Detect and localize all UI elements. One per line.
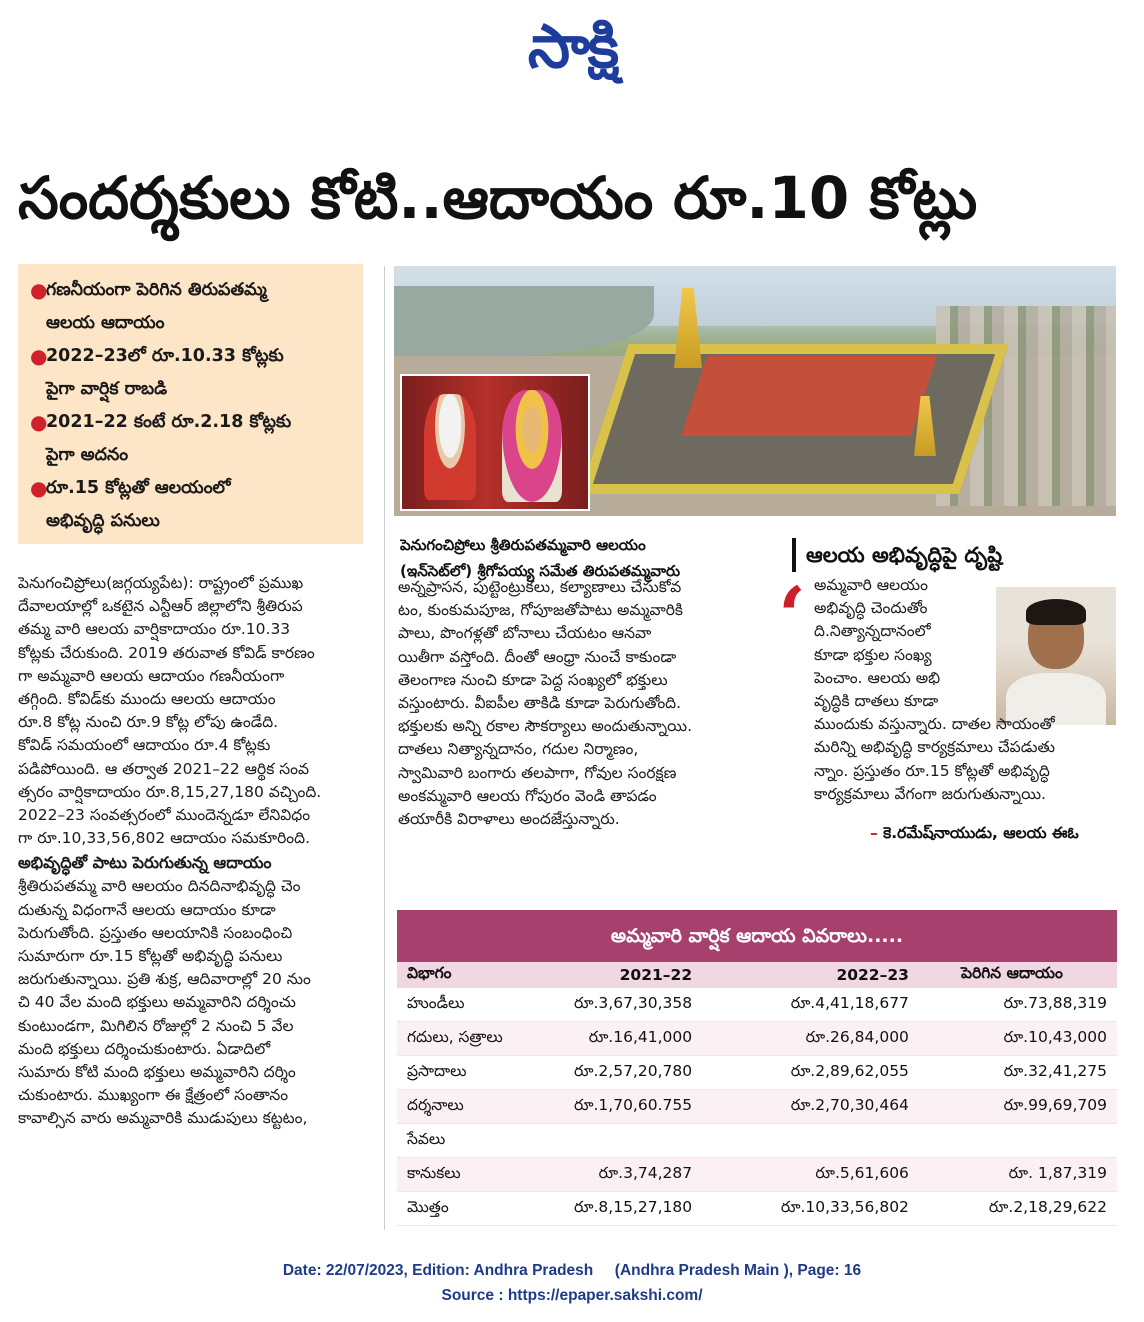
- article-line: చి 40 వేల మంది భక్తులు అమ్మవారిని దర్శించు: [18, 993, 296, 1012]
- quote-line: అభివృద్ధి చెందుతోం: [814, 599, 928, 618]
- article-line: అన్నప్రాసన, పుట్టెంట్రుకలు, కల్యాణాలు చేసుకోవ: [398, 578, 682, 596]
- table-cell: రూ.10,43,000: [917, 1022, 1117, 1056]
- table-header-cell: 2022–23: [700, 962, 917, 988]
- table-cell: రూ.8,15,27,180: [537, 1192, 700, 1226]
- deity-idol: [424, 394, 476, 500]
- table-cell: రూ.3,74,287: [537, 1158, 700, 1192]
- table-cell: రూ.2,89,62,055: [700, 1056, 917, 1090]
- table-cell: రూ.2,18,29,622: [917, 1192, 1117, 1226]
- article-line: తమ్మ వారి ఆలయ వార్షికాదాయం రూ.10.33: [18, 620, 291, 639]
- article-column-2: [398, 576, 771, 831]
- quote-attribution: [870, 824, 1079, 846]
- article-line: రూ.8 కోట్ల నుంచి రూ.9 కోట్ల లోపు ఉండేది.: [18, 713, 279, 732]
- quote-line: అమ్మవారి ఆలయం: [814, 576, 928, 594]
- article-line: తగ్గింది. కోవిడ్‌కు ముందు ఆలయ ఆదాయం: [18, 690, 276, 709]
- table-cell: సేవలు: [397, 1124, 537, 1158]
- highlight-item: [30, 406, 355, 472]
- bullet-icon: ●: [30, 278, 48, 302]
- temple-aerial-photo: [394, 266, 1116, 516]
- table-cell: రూ.1,70,60.755: [537, 1090, 700, 1124]
- article-line: కావాల్సిన వారు అమ్మవారికి ముడుపులు కట్టటం,: [18, 1109, 308, 1128]
- article-line: శ్రీతిరుపతమ్మ వారి ఆలయం దినదినాభివృద్ధి చెం: [18, 877, 301, 896]
- quote-line: కూడా భక్తుల సంఖ్య: [814, 645, 932, 664]
- table-header-cell: విభాగం: [397, 962, 537, 988]
- article-line: దేవాలయాల్లో ఒకటైన ఎన్టీఆర్‌ జిల్లాలోని శ్రీతిరుప: [18, 597, 303, 616]
- article-line: కోట్లకు చేరుకుంది. 2019 తరువాత కోవిడ్‌ కారణం: [18, 643, 315, 662]
- article-line: పెనుగంచిప్రోలు(జగ్గయ్యపేట): రాష్ట్రంలో ప్రముఖ: [18, 574, 304, 592]
- quote-line: పెంచాం. ఆలయ అభి: [814, 668, 941, 687]
- table-cell: [537, 1124, 700, 1158]
- highlight-text: 2021–22 కంటే రూ.2.18 కోట్లకు: [46, 412, 292, 432]
- table-cell: రూ. 1,87,319: [917, 1158, 1117, 1192]
- table-header-row: [397, 962, 1117, 988]
- highlight-text: రూ.15 కోట్లతో ఆలయంలో: [46, 478, 231, 498]
- attribution-dash: –: [870, 824, 878, 842]
- footer-source-link[interactable]: Source : https://epaper.sakshi.com/: [441, 1287, 703, 1304]
- table-cell: మొత్తం: [397, 1192, 537, 1226]
- quote-line: కార్యక్రమాలు వేగంగా జరుగుతున్నాయి.: [814, 784, 1046, 803]
- article-line: దాతలు నిత్యాన్నదానం, గదుల నిర్మాణం,: [398, 740, 639, 759]
- photo-river: [394, 286, 654, 356]
- article-line: పెరుగుతోంది. ప్రస్తుతం ఆలయానికి సంబంధించి: [18, 923, 293, 942]
- article-line: తెలంగాణ నుంచి కూడా పెద్ద సంఖ్యలో భక్తులు: [398, 670, 668, 689]
- highlight-text: 2022–23లో రూ.10.33 కోట్లకు: [46, 346, 284, 366]
- article-line: టం, కుంకుమపూజ, గోపూజతోపాటు అమ్మవారికి: [398, 601, 684, 620]
- table-cell: రూ.2,57,20,780: [537, 1056, 700, 1090]
- caption-line: పెనుగంచిప్రోలు శ్రీతిరుపతమ్మవారి ఆలయం: [400, 536, 646, 554]
- article-line: యితీగా వస్తోంది. దీంతో ఆంధ్రా నుంచే కాకుండా: [398, 647, 677, 666]
- caption-line: (ఇన్‌సెట్‌లో) శ్రీగోపయ్య సమేత తిరుపతమ్మవారు: [400, 562, 681, 580]
- article-line: సుమారు కోటి మంది భక్తులు అమ్మవారిని దర్శిం: [18, 1063, 296, 1082]
- article-line: మంది భక్తులు దర్శించుకుంటారు. ఏడాదిలో: [18, 1039, 271, 1058]
- sidebar-title: ఆలయ అభివృద్ధిపై దృష్టి: [792, 538, 1122, 572]
- column-divider: [384, 266, 385, 1230]
- article-line: గా అమ్మవారి ఆలయ ఆదాయం గణనీయంగా: [18, 666, 285, 685]
- article-line: గా రూ.10,33,56,802 ఆదాయం సమకూరింది.: [18, 829, 310, 848]
- bullet-icon: ●: [30, 476, 48, 500]
- bullet-icon: ●: [30, 410, 48, 434]
- deity-idol: [502, 390, 562, 502]
- table-cell: రూ.3,67,30,358: [537, 988, 700, 1022]
- table-row: [397, 1124, 1117, 1158]
- article-line: భక్తులకు అన్ని రకాల సౌకర్యాలు అందుతున్నాయి.: [398, 717, 692, 736]
- table-cell: గదులు, సత్రాలు: [397, 1022, 537, 1056]
- quote-line: ది.నిత్యాన్నదానంలో: [814, 622, 931, 641]
- article-column-1: [18, 572, 370, 1131]
- table-row: [397, 1158, 1117, 1192]
- table-cell: రూ.99,69,709: [917, 1090, 1117, 1124]
- article-subhead: అభివృద్ధితో పాటు పెరుగుతున్న ఆదాయం: [18, 853, 272, 873]
- table-header-cell: పెరిగిన ఆదాయం: [917, 962, 1117, 988]
- table-cell: రూ.5,61,606: [700, 1158, 917, 1192]
- table-row: [397, 1022, 1117, 1056]
- article-line: అంకమ్మవారి ఆలయ గోపురం వెండి తాపడం: [398, 786, 657, 805]
- highlight-text: పైగా వార్షిక రాబడి: [46, 379, 168, 399]
- highlight-text: అభివృద్ధి పనులు: [46, 511, 160, 531]
- income-table-title: అమ్మవారి వార్షిక ఆదాయ వివరాలు.....: [397, 910, 1117, 962]
- article-line: స్వామివారి బంగారు తలపాగా, గోవుల సంరక్షణ: [398, 763, 677, 782]
- table-cell: రూ.4,41,18,677: [700, 988, 917, 1022]
- sidebar-quote-text: [814, 574, 1114, 806]
- footer-date-edition: Date: 22/07/2023, Edition: Andhra Pradesh (Andhra Pradesh Main ), Page: 16: [282, 1262, 862, 1279]
- masthead-logo: సాక్షి: [527, 12, 618, 82]
- highlight-text: పైగా అదనం: [46, 445, 129, 465]
- quote-line: మరిన్ని అభివృద్ధి కార్యక్రమాలు చేపడుతు: [814, 738, 1055, 757]
- table-cell: రూ.73,88,319: [917, 988, 1117, 1022]
- table-row: [397, 988, 1117, 1022]
- table-row: [397, 1090, 1117, 1124]
- quote-line: న్నాం. ప్రస్తుతం రూ.15 కోట్లతో అభివృద్ధి: [814, 761, 1050, 780]
- highlight-text: ఆలయ ఆదాయం: [46, 313, 165, 333]
- quote-line: వృద్ధికి దాతలు కూడా: [814, 692, 939, 711]
- photo-temple-roof: [681, 356, 937, 436]
- table-cell: కానుకలు: [397, 1158, 537, 1192]
- article-line: పాలు, పొంగళ్లతో బోనాలు చేయటం ఆనవా: [398, 624, 652, 643]
- table-cell: [700, 1124, 917, 1158]
- table-cell: రూ.10,33,56,802: [700, 1192, 917, 1226]
- table-cell: రూ.26,84,000: [700, 1022, 917, 1056]
- table-header-cell: 2021–22: [537, 962, 700, 988]
- table-row: [397, 1056, 1117, 1090]
- article-line: దుతున్న విధంగానే ఆలయ ఆదాయం కూడా: [18, 900, 276, 919]
- attribution-name: కె.రమేష్‌నాయుడు, ఆలయ ఈఓ: [883, 824, 1079, 842]
- table-cell: రూ.16,41,000: [537, 1022, 700, 1056]
- table-row: [397, 1192, 1117, 1226]
- article-line: జరుగుతున్నాయి. ప్రతి శుక్ర, ఆదివారాల్లో 20 నుం: [18, 970, 311, 989]
- article-line: తయారీకి విరాళాలు అందజేస్తున్నారు.: [398, 810, 620, 829]
- article-line: వస్తుంటారు. వీఐపీల తాకిడి కూడా పెరుగుతోంది.: [398, 694, 682, 713]
- article-line: సుమారుగా రూ.15 కోట్లతో అభివృద్ధి పనులు: [18, 947, 283, 966]
- table-cell: దర్శనాలు: [397, 1090, 537, 1124]
- headline: సందర్శకులు కోటి..ఆదాయం రూ.10 కోట్లు: [18, 164, 978, 232]
- article-line: త్సరం వార్షికాదాయం రూ.8,15,27,180 వచ్చింది.: [18, 782, 322, 801]
- epaper-footer: [0, 1258, 1144, 1308]
- article-line: కుంటుండగా, మిగిలిన రోజుల్లో 2 నుంచి 5 వేల: [18, 1016, 294, 1035]
- article-line: చుకుంటారు. ముఖ్యంగా ఈ క్షేత్రంలో సంతానం: [18, 1086, 289, 1105]
- bullet-icon: ●: [30, 344, 48, 368]
- table-cell: ప్రసాదాలు: [397, 1056, 537, 1090]
- quote-mark-icon: ‘: [778, 569, 806, 663]
- table-cell: రూ.32,41,275: [917, 1056, 1117, 1090]
- article-line: కోవిడ్‌ సమయంలో ఆదాయం రూ.4 కోట్లకు: [18, 736, 271, 755]
- highlights-box: [18, 264, 363, 544]
- article-line: 2022–23 సంవత్సరంలో ముందెన్నడూ లేనివిధం: [18, 806, 311, 825]
- highlight-item: [30, 274, 355, 340]
- income-table: [397, 962, 1117, 1226]
- table-cell: [917, 1124, 1117, 1158]
- table-cell: హుండీలు: [397, 988, 537, 1022]
- quote-line: ముందుకు వస్తున్నారు. దాతల సాయంతో: [814, 715, 1055, 734]
- table-cell: రూ.2,70,30,464: [700, 1090, 917, 1124]
- highlight-item: [30, 340, 355, 406]
- highlight-item: [30, 472, 355, 538]
- deity-inset-photo: [400, 374, 590, 511]
- highlight-text: గణనీయంగా పెరిగిన తిరుపతమ్మ: [46, 280, 267, 300]
- article-line: పడిపోయింది. ఆ తర్వాత 2021–22 ఆర్థిక సంవ: [18, 759, 310, 778]
